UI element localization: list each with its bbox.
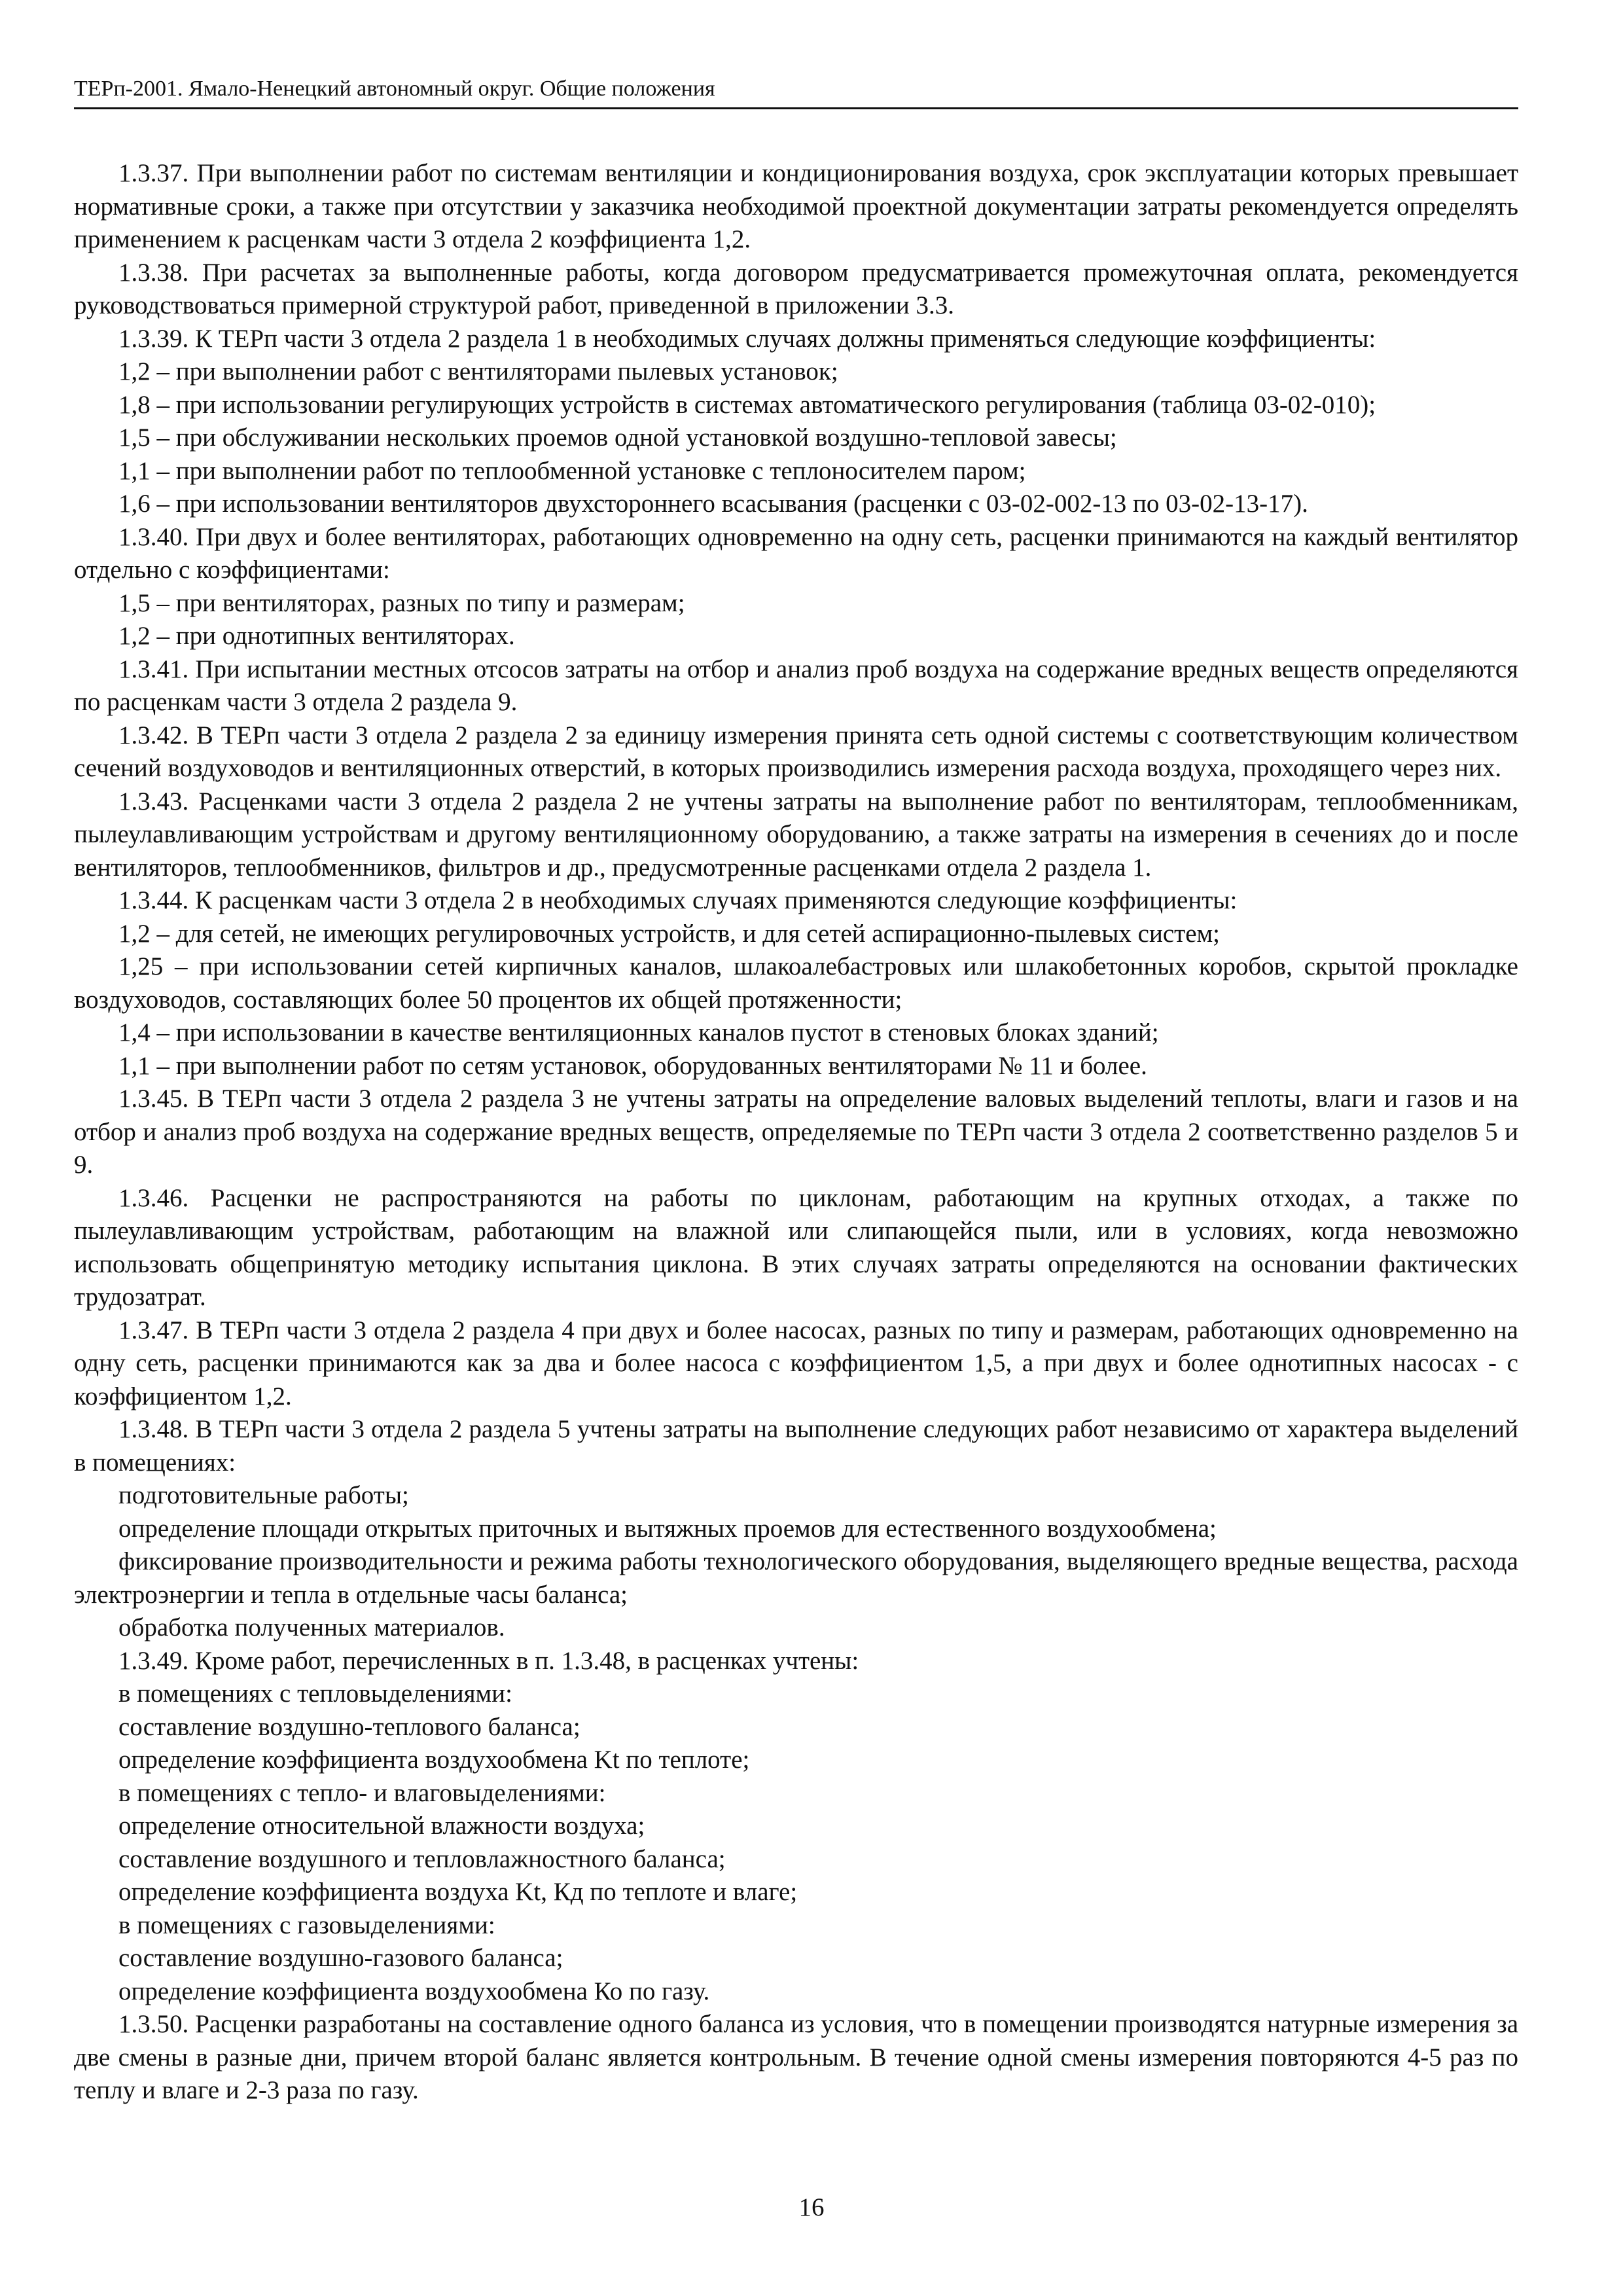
paragraph: 1,1 – при выполнении работ по теплообменной установке с теплоносителем паром; — [118, 456, 1026, 485]
paragraph: 1,5 – при вентиляторах, разных по типу и размерам; — [118, 588, 685, 617]
paragraph: 1.3.40. При двух и более вентиляторах, работающих одновременно на одну сеть, расценки принимаются на каждый вентилятор отдельно с коэффициентами: — [74, 522, 1518, 584]
paragraph: в помещениях с тепло- и влаговыделениями: — [118, 1778, 606, 1807]
paragraph: 1.3.48. В ТЕРп части 3 отдела 2 раздела 5 учтены затраты на выполнение следующих работ независимо от характера выделений в помещениях: — [74, 1415, 1518, 1477]
paragraph: 1.3.44. К расценкам части 3 отдела 2 в необходимых случаях применяются следующие коэффициенты: — [118, 886, 1238, 914]
paragraph: 1.3.39. К ТЕРп части 3 отдела 2 раздела 1 в необходимых случаях должны применяться следующие коэффициенты: — [118, 324, 1376, 353]
paragraph: определение относительной влажности воздуха; — [118, 1812, 645, 1840]
paragraph: 1,1 – при выполнении работ по сетям установок, оборудованных вентиляторами № 11 и более. — [118, 1051, 1147, 1080]
paragraph: составление воздушно-газового баланса; — [118, 1944, 563, 1972]
page-number: 16 — [798, 2193, 825, 2221]
paragraph: 1,2 – для сетей, не имеющих регулировочных устройств, и для сетей аспирационно-пылевых систем; — [118, 919, 1221, 948]
paragraph: 1.3.38. При расчетах за выполненные работы, когда договором предусматривается промежуточная оплата, рекомендуется руководствоваться примерной структурой работ, приведенной в приложении 3.3. — [74, 258, 1518, 319]
paragraph: 1,6 – при использовании вентиляторов двухстороннего всасывания (расценки с 03-02-002-13 по 03-02-13-17). — [118, 490, 1308, 518]
paragraph: 1.3.43. Расценками части 3 отдела 2 раздела 2 не учтены затраты на выполнение работ по вентиляторам, теплообменникам, пылеулавливающим устройствам и другому вентиляционному оборудованию, а также затраты на измерения в сечениях до и после вентиляторов, теплообменников, фильтров и др., предусмотренные расценками отдела 2 раздела 1. — [74, 787, 1518, 882]
paragraph: составление воздушного и тепловлажностного баланса; — [118, 1844, 726, 1873]
paragraph: обработка полученных материалов. — [118, 1613, 505, 1641]
paragraph: 1.3.41. При испытании местных отсосов затраты на отбор и анализ проб воздуха на содержание вредных веществ определяются по расценкам части 3 отдела 2 раздела 9. — [74, 655, 1518, 716]
running-header: ТЕРп-2001. Ямало-Ненецкий автономный округ. Общие положения — [74, 73, 1518, 109]
paragraph: 1,4 – при использовании в качестве вентиляционных каналов пустот в стеновых блоках зданий; — [118, 1018, 1159, 1047]
paragraph: определение коэффициента воздухообмена Kt по теплоте; — [118, 1746, 750, 1774]
paragraph: 1,2 – при однотипных вентиляторах. — [118, 622, 515, 650]
paragraph: 1.3.45. В ТЕРп части 3 отдела 2 раздела 3 не учтены затраты на определение валовых выделений теплоты, влаги и газов и на отбор и анализ проб воздуха на содержание вредных веществ, определяемые по ТЕРп части 3 отдела 2 соответственно разделов 5 и 9. — [74, 1085, 1518, 1179]
paragraph: определение площади открытых приточных и вытяжных проемов для естественного воздухообмена; — [118, 1514, 1217, 1543]
paragraph: в помещениях с газовыделениями: — [118, 1910, 495, 1939]
paragraph: составление воздушно-теплового баланса; — [118, 1712, 580, 1741]
paragraph: 1,5 – при обслуживании нескольких проемов одной установкой воздушно-тепловой завесы; — [118, 423, 1117, 452]
paragraph: 1,25 – при использовании сетей кирпичных каналов, шлакоалебастровых или шлакобетонных коробов, скрытой прокладке воздуховодов, составляющих более 50 процентов их общей протяженности; — [74, 952, 1518, 1014]
paragraph: 1.3.46. Расценки не распространяются на работы по циклонам, работающим на крупных отходах, а также по пылеулавливающим устройствам, работающим на влажной или слипающейся пыли, или в условиях, когда невозможно использовать общепринятую методику испытания циклона. В этих случаях затраты определяются на основании фактических трудозатрат. — [74, 1183, 1518, 1311]
paragraph: 1.3.42. В ТЕРп части 3 отдела 2 раздела 2 за единицу измерения принята сеть одной системы с соответствующим количеством сечений воздуховодов и вентиляционных отверстий, в которых производились измерения расхода воздуха, проходящего через них. — [74, 721, 1518, 782]
paragraph: 1.3.49. Кроме работ, перечисленных в п. 1.3.48, в расценках учтены: — [118, 1646, 859, 1675]
paragraph: фиксирование производительности и режима работы технологического оборудования, выделяющего вредные вещества, расхода электроэнергии и тепла в отдельные часы баланса; — [74, 1547, 1518, 1609]
paragraph: 1.3.37. При выполнении работ по системам вентиляции и кондиционирования воздуха, срок эксплуатации которых превышает нормативные сроки, а также при отсутствии у заказчика необходимой проектной документации затраты рекомендуется определять применением к расценкам части 3 отдела 2 коэффициента 1,2. — [74, 159, 1518, 253]
paragraph: в помещениях с тепловыделениями: — [118, 1679, 512, 1708]
paragraph: 1,8 – при использовании регулирующих устройств в системах автоматического регулирования (таблица 03-02-010); — [118, 390, 1376, 419]
paragraph: определение коэффициента воздуха Kt, Кд по теплоте и влаге; — [118, 1878, 798, 1906]
document-body — [74, 157, 1518, 2108]
paragraph: 1,2 – при выполнении работ с вентиляторами пылевых установок; — [118, 357, 838, 386]
paragraph: подготовительные работы; — [118, 1481, 409, 1509]
paragraph: 1.3.47. В ТЕРп части 3 отдела 2 раздела 4 при двух и более насосах, разных по типу и размерам, работающих одновременно на одну сеть, расценки принимаются как за два и более насоса с коэффициентом 1,5, а при двух и более однотипных насосах - с коэффициентом 1,2. — [74, 1316, 1518, 1410]
paragraph: определение коэффициента воздухообмена Ко по газу. — [118, 1977, 710, 2005]
paragraph: 1.3.50. Расценки разработаны на составление одного баланса из условия, что в помещении производятся натурные измерения за две смены в разные дни, причем второй баланс является контрольным. В течение одной смены измерения повторяются 4-5 раз по теплу и влаге и 2-3 раза по газу. — [74, 2010, 1518, 2104]
